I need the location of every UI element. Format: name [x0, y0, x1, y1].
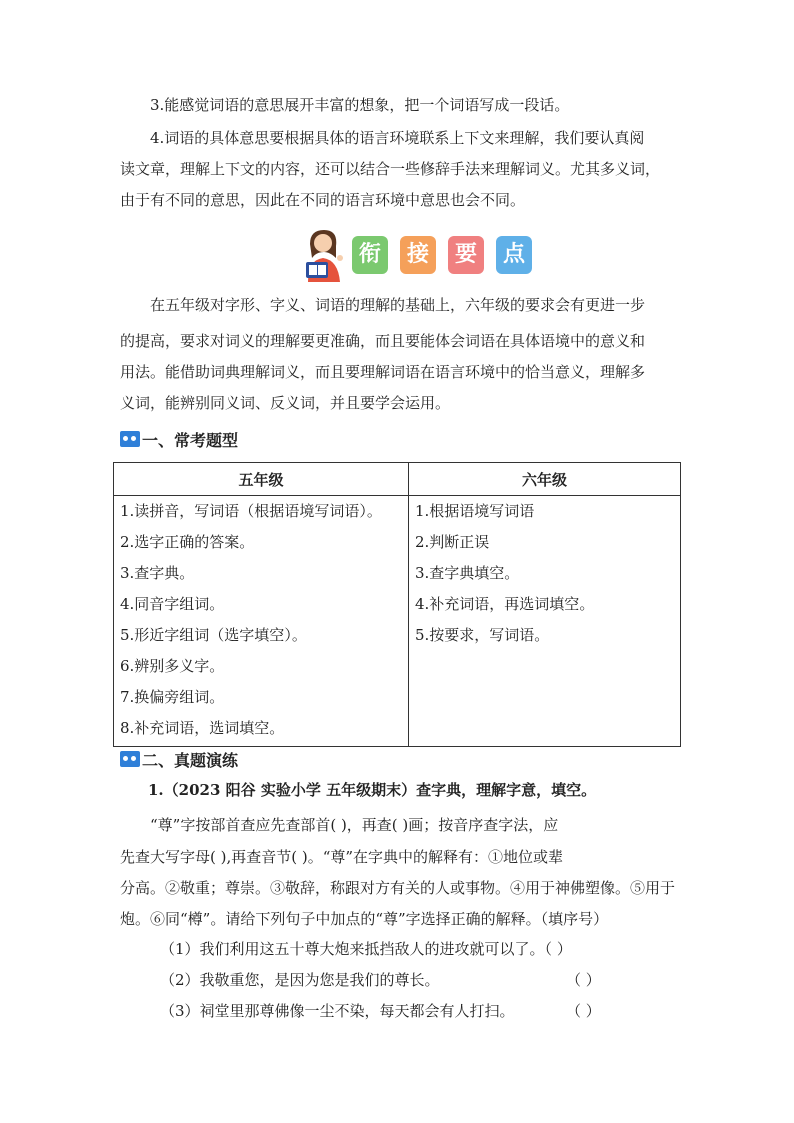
connection-para-line3: 用法。能借助词典理解词义，而且要理解词语在语言环境中的恰当意义，理解多: [120, 363, 646, 381]
banner-char-4: 点: [496, 236, 532, 274]
grade6-cell: [409, 496, 681, 747]
intro-item-3: 3.能感觉词语的意思展开丰富的想象，把一个词语写成一段话。: [150, 96, 570, 114]
list-item: 6.辨别多义字。: [120, 657, 225, 675]
table-header-grade6: 六年级: [409, 463, 681, 496]
grade5-cell: [114, 496, 409, 747]
question-1-line2: 先查大写字母( ),再查音节( )。“尊”在字典中的解释有：①地位或辈: [120, 848, 564, 866]
question-1-heading: 1.（2023 阳谷 实验小学 五年级期末）查字典，理解字意，填空。: [148, 781, 597, 799]
list-item: 2.选字正确的答案。: [120, 533, 255, 551]
list-item: 5.形近字组词（选字填空）。: [120, 626, 307, 644]
list-item: 4.补充词语，再选词填空。: [415, 595, 595, 613]
section-title: 二、真题演练: [142, 750, 239, 770]
question-1-line4: 炮。⑥同“樽”。请给下列句子中加点的“尊”字选择正确的解释。（填序号）: [120, 910, 609, 928]
list-item: 3.查字典。: [120, 564, 195, 582]
section-title: 一、常考题型: [142, 430, 239, 450]
intro-item-4-line2: 读文章，理解上下文的内容，还可以结合一些修辞手法来理解词义。尤其多义词，: [120, 160, 661, 178]
section-header-exam-practice: [120, 748, 238, 770]
connection-points-banner: [300, 228, 540, 282]
list-item: 7.换偏旁组词。: [120, 688, 225, 706]
intro-item-4-line3: 由于有不同的意思，因此在不同的语言环境中意思也会不同。: [120, 191, 526, 209]
question-types-table: [113, 462, 681, 747]
key-icon: [120, 431, 140, 447]
list-item: 3.查字典填空。: [415, 564, 520, 582]
banner-char-3: 要: [448, 236, 484, 274]
list-item: 2.判断正误: [415, 533, 490, 551]
answer-blank-3[interactable]: （ ）: [566, 1002, 601, 1020]
question-1-line3: 分高。②敬重；尊崇。③敬辞，称跟对方有关的人或事物。④用于神佛塑像。⑤用于: [120, 879, 676, 897]
section-header-common-types: [120, 428, 238, 450]
sub-question-2: （2）我敬重您，是因为您是我们的尊长。: [160, 971, 440, 989]
list-item: 8.补充词语，选词填空。: [120, 719, 285, 737]
intro-item-4-line1: 4.词语的具体意思要根据具体的语言环境联系上下文来理解，我们要认真阅: [150, 129, 645, 147]
connection-para-line1: 在五年级对字形、字义、词语的理解的基础上，六年级的要求会有更进一步: [150, 296, 646, 314]
question-1-line1: “尊”字按部首查应先查部首( )，再查( )画；按音序查字法，应: [150, 816, 559, 834]
list-item: 5.按要求，写词语。: [415, 626, 550, 644]
connection-para-line2: 的提高，要求对词义的理解要更准确，而且要能体会词语在具体语境中的意义和: [120, 332, 646, 350]
sub-question-3: （3）祠堂里那尊佛像一尘不染，每天都会有人打扫。: [160, 1002, 515, 1020]
key-icon: [120, 751, 140, 767]
answer-blank-2[interactable]: （ ）: [566, 971, 601, 989]
table-header-grade5: 五年级: [114, 463, 409, 496]
sub-question-1: （1）我们利用这五十尊大炮来抵挡敌人的进攻就可以了。（ ）: [160, 940, 572, 958]
banner-char-2: 接: [400, 236, 436, 274]
list-item: 4.同音字组词。: [120, 595, 225, 613]
list-item: 1.根据语境写词语: [415, 502, 535, 520]
teacher-reading-icon: [300, 228, 348, 282]
banner-char-1: 衔: [352, 236, 388, 274]
list-item: 1.读拼音，写词语（根据语境写词语）。: [120, 502, 382, 520]
connection-para-line4: 义词，能辨别同义词、反义词，并且要学会运用。: [120, 394, 451, 412]
